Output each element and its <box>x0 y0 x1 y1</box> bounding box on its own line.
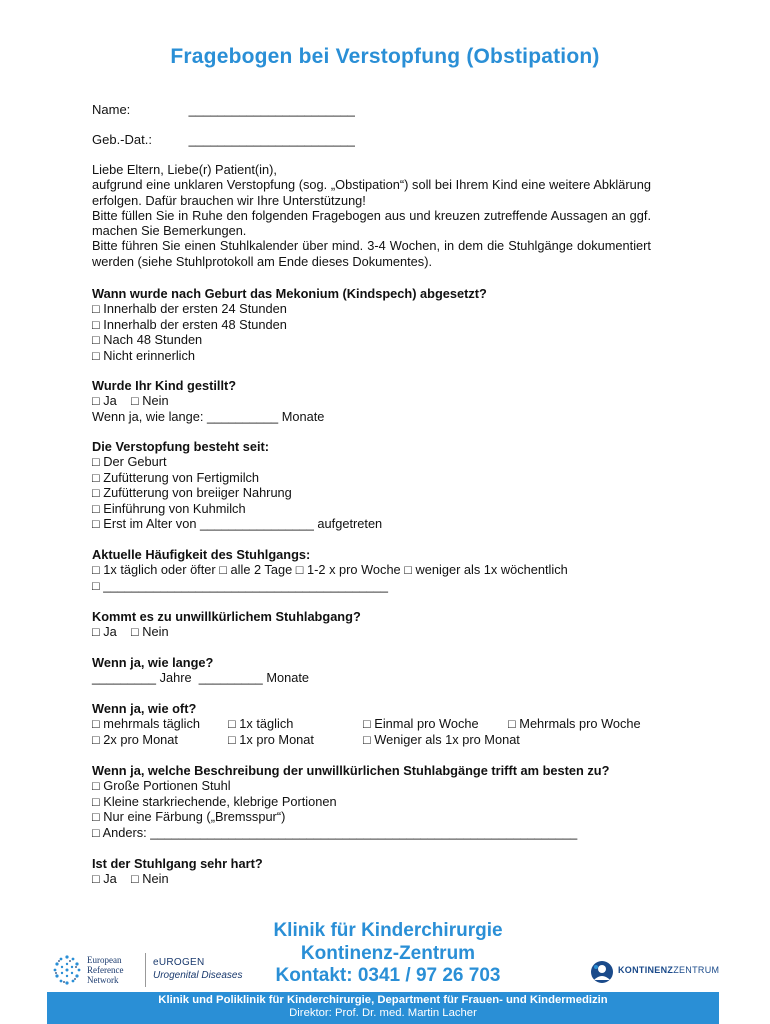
duration-blank[interactable]: _________ Jahre _________ Monate <box>92 670 310 686</box>
question-heading: Kommt es zu unwillkürlichem Stuhlabgang? <box>92 609 361 624</box>
checkbox-option-other[interactable]: □ Anders: ____________________________________________________________ <box>92 824 578 840</box>
checkbox-option[interactable]: □ Zufütterung von breiiger Nahrung <box>92 485 292 501</box>
checkbox-option[interactable]: □ Ja □ Nein <box>92 871 169 887</box>
checkbox-option[interactable]: □ Einführung von Kuhmilch <box>92 500 246 516</box>
kontinenz-wordmark <box>618 965 719 975</box>
checkbox-option[interactable]: □ Ja □ Nein <box>92 393 169 409</box>
ern-text-line: Network <box>87 975 119 985</box>
question-incontinence <box>92 609 361 640</box>
question-heading: Aktuelle Häufigkeit des Stuhlgangs: <box>92 547 311 562</box>
question-how-often <box>92 701 196 716</box>
followup-blank[interactable]: Wenn ja, wie lange: __________ Monate <box>92 408 325 424</box>
checkbox-option[interactable]: □ Erst im Alter von ________________ aufgetreten <box>92 516 383 532</box>
kontinenz-bold-text: KONTINENZ <box>618 965 674 975</box>
ern-globe-icon <box>50 953 84 987</box>
question-description <box>92 763 609 840</box>
checkbox-option[interactable]: □ Innerhalb der ersten 48 Stunden <box>92 316 287 332</box>
checkbox-option[interactable]: □ Einmal pro Woche <box>363 716 479 731</box>
question-duration <box>92 655 309 686</box>
checkbox-option[interactable]: □ Weniger als 1x pro Monat <box>363 732 520 747</box>
question-heading: Wenn ja, welche Beschreibung der unwillkürlichen Stuhlabgänge trifft am besten zu? <box>92 763 610 778</box>
dob-field[interactable] <box>92 132 355 147</box>
name-blank[interactable]: _______________________ <box>188 102 355 117</box>
checkbox-option[interactable]: □ 1x pro Monat <box>228 732 314 747</box>
footer-bar <box>47 992 719 1024</box>
ern-text-line: European <box>87 955 122 965</box>
question-heading: Ist der Stuhlgang sehr hart? <box>92 856 263 871</box>
director-line: Direktor: Prof. Dr. med. Martin Lacher <box>289 1007 477 1019</box>
checkbox-option[interactable]: □ Nur eine Färbung („Bremsspur“) <box>92 809 286 825</box>
ern-logo <box>50 953 145 989</box>
checkbox-option[interactable]: □ 1x täglich oder öfter □ alle 2 Tage □ 1-2 x pro Woche □ weniger als 1x wöchentlich <box>92 562 568 578</box>
checkbox-option[interactable]: □ Nach 48 Stunden <box>92 332 203 348</box>
checkbox-option[interactable]: □ mehrmals täglich <box>92 716 201 731</box>
intro-paragraph-3: Bitte führen Sie einen Stuhlkalender über mind. 3-4 Wochen, in dem die Stuhlgänge dokumentiert werden (siehe Stuhlprotokoll am Ende dieses Dokumentes). <box>92 238 651 269</box>
checkbox-option[interactable]: □ Ja □ Nein <box>92 624 169 640</box>
dob-label: Geb.-Dat.: <box>92 132 152 147</box>
intro-paragraph-2: Bitte füllen Sie in Ruhe den folgenden Fragebogen aus und kreuzen zutreffende Aussagen an ggf. machen Sie Bemerkungen. <box>92 207 651 239</box>
checkbox-option[interactable]: □ Kleine starkriechende, klebrige Portionen <box>92 793 337 809</box>
eurogen-subtitle: Urogenital Diseases <box>153 970 243 981</box>
checkbox-option[interactable]: □ Große Portionen Stuhl <box>92 778 231 794</box>
department-line: Klinik und Poliklinik für Kinderchirurgie, Department für Frauen- und Kindermedizin <box>158 994 608 1006</box>
checkbox-option[interactable]: □ Zufütterung von Fertigmilch <box>92 469 260 485</box>
name-label: Name: <box>92 102 131 117</box>
checkbox-option[interactable]: □ Der Geburt <box>92 454 167 470</box>
contact-phone: Kontakt: 0341 / 97 26 703 <box>275 965 501 986</box>
footer-clinic-block <box>262 920 514 988</box>
intro-paragraph-1: aufgrund eine unklaren Verstopfung (sog. „Obstipation“) soll bei Ihrem Kind eine weitere Abklärung erfolgen. Dafür brauchen wir Ihre Unterstützung! <box>92 177 651 208</box>
question-heading: Wenn ja, wie lange? <box>92 655 214 670</box>
clinic-name: Klinik für Kinderchirurgie <box>273 920 503 941</box>
ern-wordmark <box>87 955 123 985</box>
checkbox-option[interactable]: □ 2x pro Monat <box>92 732 178 747</box>
checkbox-option[interactable]: □ 1x täglich <box>228 716 294 731</box>
question-hard-stool <box>92 856 263 887</box>
question-breastfed <box>92 378 324 424</box>
question-heading: Wenn ja, wie oft? <box>92 701 197 716</box>
kontinenz-light-text: ZENTRUM <box>673 965 720 975</box>
center-name: Kontinenz-Zentrum <box>300 942 476 964</box>
intro-text <box>92 162 651 269</box>
salutation: Liebe Eltern, Liebe(r) Patient(in), <box>92 162 277 177</box>
eurogen-logo <box>145 953 243 987</box>
kontinenz-emblem-icon <box>590 960 614 984</box>
checkbox-option-other[interactable]: □ ________________________________________ <box>92 577 388 593</box>
eurogen-wordmark: eUROGEN <box>153 957 205 968</box>
ern-text-line: Reference <box>87 965 124 975</box>
dob-blank[interactable]: _______________________ <box>188 132 355 147</box>
kontinenzzentrum-logo <box>590 960 720 984</box>
question-heading: Wann wurde nach Geburt das Mekonium (Kindspech) abgesetzt? <box>92 286 487 301</box>
checkbox-option[interactable]: □ Mehrmals pro Woche <box>508 716 641 731</box>
page-title: Fragebogen bei Verstopfung (Obstipation) <box>170 45 600 68</box>
question-heading: Wurde Ihr Kind gestillt? <box>92 378 237 393</box>
question-frequency <box>92 547 568 593</box>
checkbox-option[interactable]: □ Innerhalb der ersten 24 Stunden <box>92 301 287 317</box>
checkbox-option[interactable]: □ Nicht erinnerlich <box>92 347 196 363</box>
question-heading: Die Verstopfung besteht seit: <box>92 439 270 454</box>
question-meconium <box>92 286 487 363</box>
name-field[interactable] <box>92 102 355 117</box>
question-since <box>92 439 382 531</box>
